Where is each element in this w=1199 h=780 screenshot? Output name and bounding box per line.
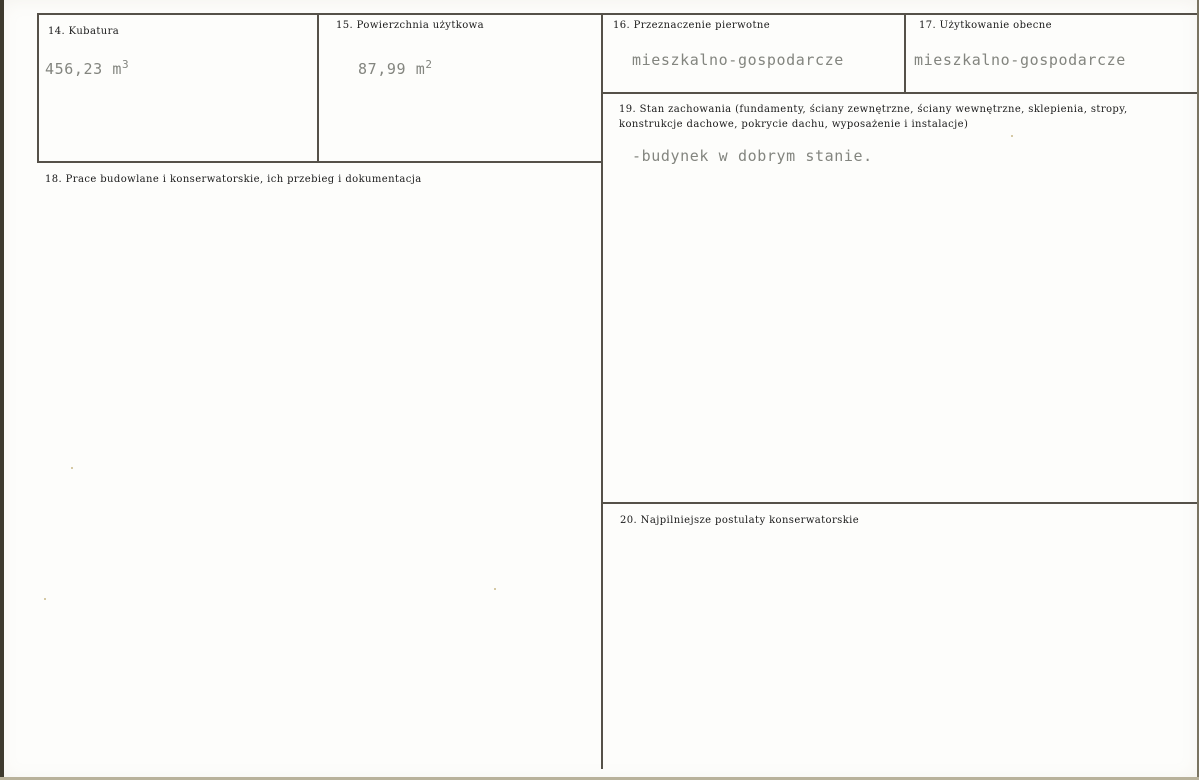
divider-16-17 bbox=[904, 13, 906, 93]
section-18-top-rule bbox=[37, 161, 601, 163]
field-17-label: 17. Użytkowanie obecne bbox=[919, 20, 1052, 31]
field-20-label: 20. Najpilniejsze postulaty konserwatorskie bbox=[620, 515, 860, 526]
main-vertical-divider bbox=[601, 13, 603, 769]
paper-speck bbox=[1011, 135, 1013, 137]
divider-14-15 bbox=[317, 13, 319, 163]
paper-speck bbox=[494, 588, 496, 590]
field-19-value[interactable]: -budynek w dobrym stanie. bbox=[632, 147, 873, 165]
field-14-value[interactable] bbox=[45, 60, 129, 78]
field-18-label: 18. Prace budowlane i konserwatorskie, ich przebieg i dokumentacja bbox=[45, 174, 422, 185]
field-17-value[interactable]: mieszkalno-gospodarcze bbox=[914, 51, 1126, 69]
field-16-label: 16. Przeznaczenie pierwotne bbox=[613, 20, 771, 31]
kubatura-exponent: 3 bbox=[122, 58, 130, 71]
kubatura-number: 456,23 m bbox=[45, 60, 123, 78]
paper-speck bbox=[71, 467, 73, 469]
field-15-label: 15. Powierzchnia użytkowa bbox=[336, 20, 484, 31]
section-14-left-rule bbox=[37, 13, 39, 163]
powierzchnia-exponent: 2 bbox=[425, 58, 433, 71]
section-19-top-rule bbox=[603, 92, 1197, 94]
card-left-edge bbox=[0, 0, 4, 780]
powierzchnia-number: 87,99 m bbox=[358, 60, 426, 78]
field-16-value[interactable]: mieszkalno-gospodarcze bbox=[632, 51, 844, 69]
field-14-label: 14. Kubatura bbox=[48, 26, 120, 37]
top-rule bbox=[37, 13, 1197, 15]
paper-speck bbox=[44, 598, 46, 600]
field-15-value[interactable] bbox=[358, 60, 433, 78]
section-20-top-rule bbox=[603, 502, 1197, 504]
field-19-label: 19. Stan zachowania (fundamenty, ściany zewnętrzne, ściany wewnętrzne, sklepienia, stropy, konstrukcje dachowe, pokrycie dachu, wyposażenie i instalacje) bbox=[619, 104, 1128, 130]
